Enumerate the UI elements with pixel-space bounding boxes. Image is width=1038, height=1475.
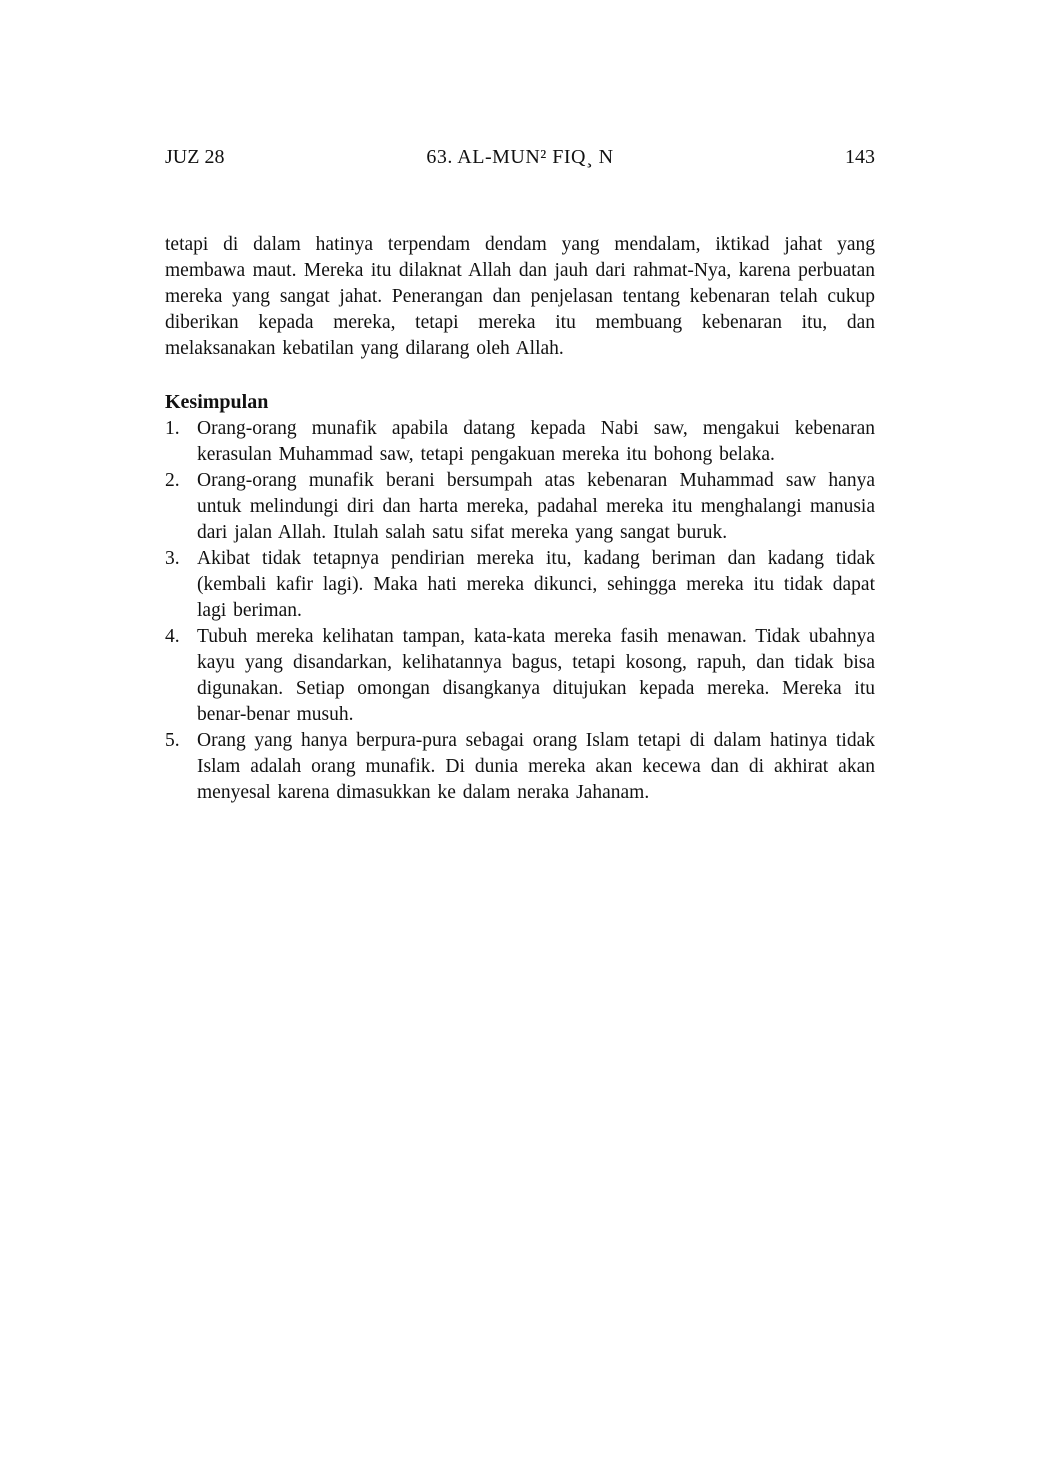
list-item <box>165 468 875 546</box>
list-item <box>165 416 875 468</box>
kesimpulan-list <box>165 416 875 806</box>
list-item-number: 1. <box>165 418 180 439</box>
list-item-number: 5. <box>165 730 180 751</box>
page-header <box>165 145 875 169</box>
list-item <box>165 546 875 624</box>
section-heading: Kesimpulan <box>165 391 269 413</box>
intro-paragraph: tetapi di dalam hatinya terpendam dendam yang mendalam, iktikad jahat yang membawa maut. Mereka itu dilaknat Allah dan jauh dari rahmat-Nya, karena perbuatan mereka yang sangat jahat. Penerangan dan penjelasan tentang kebenaran telah cukup diberikan kepada mereka, tetapi mereka itu membuang kebenaran itu, dan melaksanakan kebatilan yang dilarang oleh Allah. <box>165 234 875 359</box>
list-item-number: 4. <box>165 626 180 647</box>
surah-title: 63. AL-MUN² FIQ¸ N <box>426 146 614 168</box>
list-item-text: Tubuh mereka kelihatan tampan, kata-kata mereka fasih menawan. Tidak ubahnya kayu yang disandarkan, kelihatannya bagus, tetapi kosong, rapuh, dan tidak bisa digunakan. Setiap omongan disangkanya ditujukan kepada mereka. Mereka itu benar-benar musuh. <box>197 626 875 725</box>
page-number: 143 <box>845 146 875 168</box>
list-item-number: 3. <box>165 548 180 569</box>
list-item-text: Akibat tidak tetapnya pendirian mereka itu, kadang beriman dan kadang tidak (kembali kafir lagi). Maka hati mereka dikunci, sehingga mereka itu tidak dapat lagi beriman. <box>197 548 875 621</box>
juz-label: JUZ 28 <box>165 146 225 168</box>
list-item-text: Orang yang hanya berpura-pura sebagai orang Islam tetapi di dalam hatinya tidak Islam adalah orang munafik. Di dunia mereka akan kecewa dan di akhirat akan menyesal karena dimasukkan ke dalam neraka Jahanam. <box>197 730 875 803</box>
list-item-text: Orang-orang munafik berani bersumpah atas kebenaran Muhammad saw hanya untuk melindungi diri dan harta mereka, padahal mereka itu menghalangi manusia dari jalan Allah. Itulah salah satu sifat mereka yang sangat buruk. <box>197 470 875 543</box>
list-item-number: 2. <box>165 470 180 491</box>
list-item-text: Orang-orang munafik apabila datang kepada Nabi saw, mengakui kebenaran kerasulan Muhammad saw, tetapi pengakuan mereka itu bohong belaka. <box>197 418 875 465</box>
list-item <box>165 624 875 728</box>
list-item <box>165 728 875 806</box>
